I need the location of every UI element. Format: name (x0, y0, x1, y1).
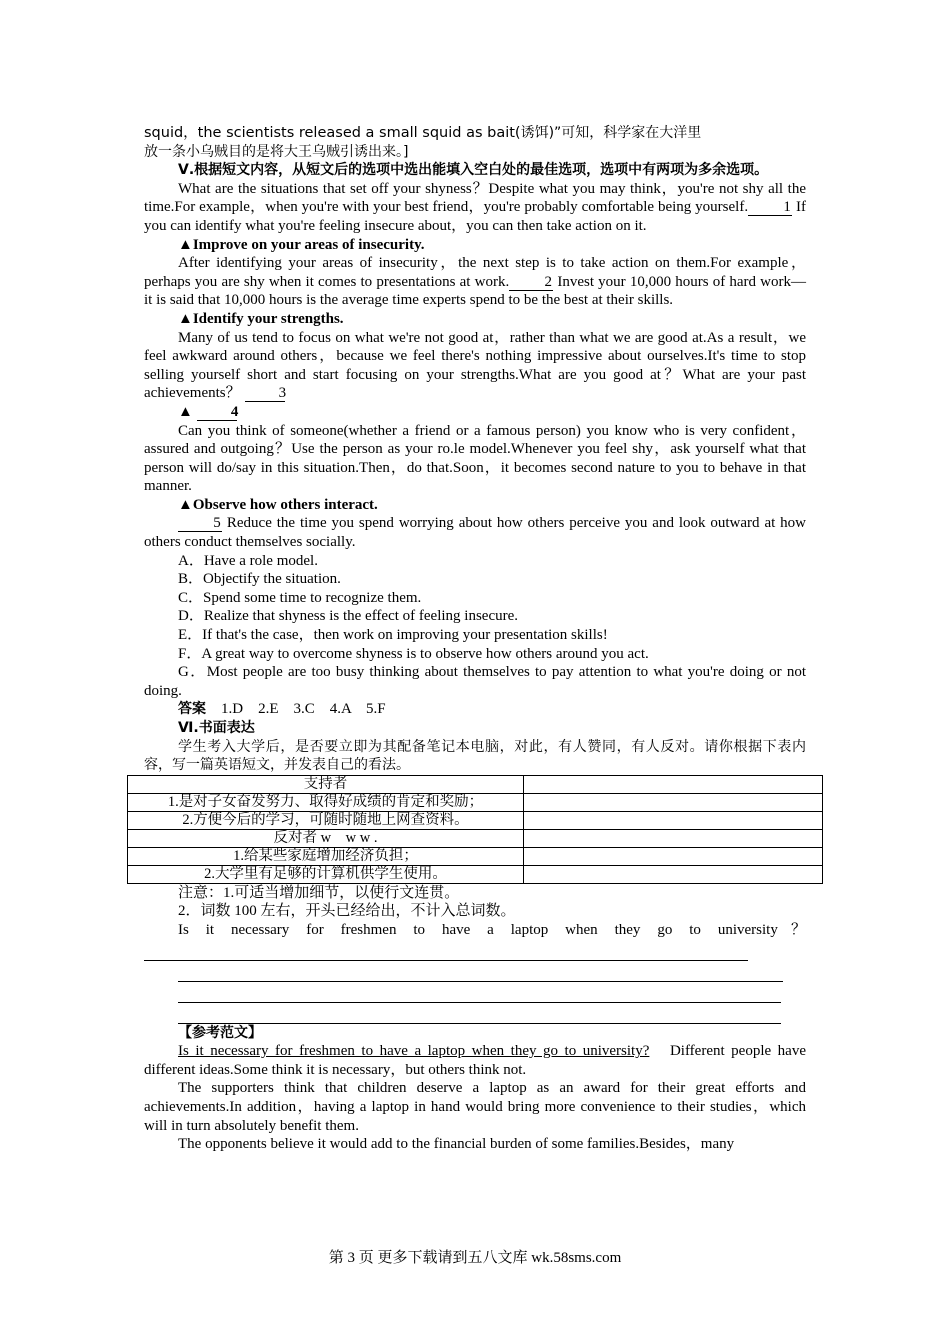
essay-opening: Is it necessary for freshmen to have a laptop when they go to university？ (178, 921, 806, 938)
option-b: B．Objectify the situation. (178, 571, 341, 588)
answer-values: 1.D 2.E 3.C 4.A 5.F (221, 701, 386, 718)
p1-text-a: What are the situations that set off your shyness？Despite what you may think，you're not shy all the time.For example，when you're with your best friend，you're probably comfortable being yourself. (144, 180, 806, 216)
table-cell-empty (524, 847, 823, 865)
table-row (128, 865, 823, 883)
page-content (144, 124, 806, 1154)
p2-text-b: Invest your 10,000 hours of hard work—it is said that 10,000 hours is the average time experts spend to be the best at their skills. (144, 273, 806, 309)
writing-line (144, 940, 748, 961)
table-cell: 支持者 (128, 775, 524, 793)
table-cell-empty (524, 811, 823, 829)
blank-2: 2 (509, 274, 553, 291)
option-f: F．A great way to overcome shyness is to observe how others around you act. (178, 645, 649, 662)
p3-text-a: Many of us tend to focus on what we're not good at，rather than what we are good at.As a result，we feel awkward around others，because we feel there's nothing impressive about ourselves.It's time to stop selling yourself short and start focusing on your strengths.What are you good at？What are your past achievements？ (144, 329, 806, 402)
passage-heading-4: ▲Observe how others interact. (178, 496, 378, 513)
sample-paragraph-3: The opponents believe it would add to the financial burden of some families.Besides，many (178, 1136, 735, 1153)
intro-cn-bait: 诱饵 (520, 125, 549, 141)
section5-heading: Ⅴ.根据短文内容，从短文后的选项中选出能填入空白处的最佳选项，选项中有两项为多余选项。 (178, 162, 769, 179)
note-1: 注意：1.可适当增加细节，以使行文连贯。 (178, 884, 460, 901)
intro-line-1 (144, 124, 806, 143)
table-cell-empty (524, 793, 823, 811)
sample-paragraph-1 (144, 1042, 806, 1079)
writing-line (178, 961, 783, 982)
blank-3: 3 (245, 385, 285, 402)
intro-line-2: 放一条小乌贼目的是将大王乌贼引诱出来。] (144, 143, 409, 160)
sample-p1-rest: Different people have different ideas.Some think it is necessary，but others think not. (144, 1043, 806, 1078)
passage-paragraph-5 (144, 514, 806, 551)
table-cell: 1.是对子女奋发努力、取得好成绩的肯定和奖励； (128, 793, 524, 811)
triangle-icon: ▲ (178, 403, 193, 420)
p5-text: Reduce the time you spend worrying about how others perceive you and look outward at how others conduct themselves socially. (144, 515, 806, 551)
p1-text-b: If you can identify what you're feeling insecure about，you can then take action on it. (144, 199, 806, 234)
option-e: E．If that's the case，then work on improving your presentation skills! (178, 627, 608, 644)
table-cell-empty (524, 865, 823, 883)
option-d: D．Realize that shyness is the effect of feeling insecure. (178, 608, 519, 625)
passage-heading-3 (144, 403, 806, 422)
passage-paragraph-2 (144, 254, 806, 310)
option-c: C．Spend some time to recognize them. (178, 589, 422, 606)
intro-english: squid，the scientists released a small squid as bait( (144, 125, 521, 141)
option-a: A．Have a role model. (178, 552, 318, 569)
table-cell: 反对者 w w w . (128, 829, 524, 847)
sample-paragraph-2: The supporters think that children deserve a laptop as an award for their great efforts and achievements.In addition，having a laptop in hand would bring more convenience to their studies，which will in turn absolutely benefit them. (144, 1080, 806, 1134)
p2-text-a: After identifying your areas of insecurity，the next step is to take action on them.For example，perhaps you are shy when it comes to presentations at work. (144, 255, 806, 290)
options-list (144, 552, 806, 701)
sample-heading: 【参考范文】 (178, 1024, 262, 1041)
answer-line (144, 700, 806, 719)
answer-label: 答案 (178, 701, 206, 718)
note-2: 2．词数 100 左右，开头已经给出，不计入总词数。 (178, 903, 516, 920)
writing-line (178, 1003, 781, 1024)
table-cell: 1.给某些家庭增加经济负担； (128, 847, 524, 865)
table-row (128, 829, 823, 847)
sample-title: Is it necessary for freshmen to have a laptop when they go to university? (178, 1043, 650, 1060)
section6-heading: Ⅵ.书面表达 (178, 720, 255, 736)
writing-lines (144, 940, 806, 1024)
passage-paragraph-3 (144, 329, 806, 403)
table-row (128, 811, 823, 829)
page-footer: 第 3 页 更多下载请到五八文库 wk.58sms.com (328, 1250, 622, 1266)
blank-5: 5 (178, 515, 222, 532)
blank-4: 4 (197, 404, 237, 421)
writing-line (178, 982, 781, 1003)
table-row (128, 793, 823, 811)
passage-heading-1: ▲Improve on your areas of insecurity. (178, 236, 425, 253)
passage-paragraph-1 (144, 180, 806, 236)
option-g: G．Most people are too busy thinking about themselves to pay attention to what you're doing or not doing. (144, 664, 806, 699)
blank-1: 1 (748, 199, 792, 216)
table-cell: 2.大学里有足够的计算机供学生使用。 (128, 865, 524, 883)
passage-paragraph-4: Can you think of someone(whether a friend or a famous person) you know who is very confident，assured and outgoing？Use the person as your ro.le model.Whenever you feel shy，ask yourself what that person will do/say in this situation.Then，do that.Soon，it becomes second nature to you to behave in that manner. (144, 422, 806, 495)
passage-heading-2: ▲Identify your strengths. (178, 310, 344, 327)
table-cell: 2.方便今后的学习，可随时随地上网查资料。 (128, 811, 524, 829)
table-cell-empty (524, 829, 823, 847)
section6-prompt: 学生考入大学后，是否要立即为其配备笔记本电脑，对此，有人赞同，有人反对。请你根据下表内容，写一篇英语短文，并发表自己的看法。 (144, 738, 806, 774)
opinion-table (127, 775, 823, 884)
table-row (128, 775, 823, 793)
intro-cn-rest: )”可知，科学家在大洋里 (548, 125, 702, 141)
table-row (128, 847, 823, 865)
table-cell-empty (524, 775, 823, 793)
